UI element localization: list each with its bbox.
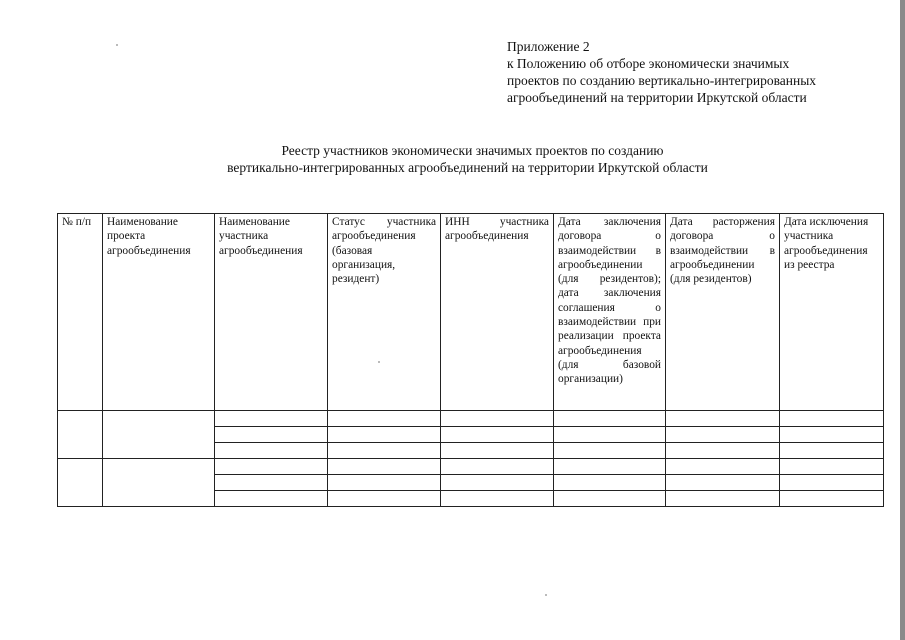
table-header-row [58,214,884,411]
table-cell [780,475,884,491]
table-cell [103,411,215,459]
table-cell [215,491,328,507]
scan-edge [900,0,905,640]
table-cell [328,491,441,507]
header-cell-number: № п/п [58,214,103,411]
table-cell [554,443,666,459]
scan-speck [545,594,547,596]
header-cell-contract-date: Дата заключения договора о взаимодействии в агрообъединении (для резидентов); дата заключения соглашения о взаимодействии при реализации проекта агрообъединения (для базовой организации) [554,214,666,411]
appendix-line: Приложение 2 [507,39,590,54]
table-cell [441,475,554,491]
table-cell [215,475,328,491]
table-cell [58,411,103,459]
registry-table [57,213,884,507]
scan-speck [378,361,380,363]
appendix-line: к Положению об отборе экономически значимых [507,56,790,71]
header-cell-termination-date: Дата расторжения договора о взаимодействии в агрообъединении (для резидентов) [666,214,780,411]
table-cell [554,459,666,475]
scan-speck [116,44,118,46]
document-title [0,142,905,176]
header-cell-exclusion-date: Дата исключения участника агрообъединения из реестра [780,214,884,411]
table-cell [103,459,215,507]
table-cell [441,411,554,427]
table-row [58,411,884,427]
header-cell-status: Статус участника агрообъединения (базовая организация, резидент) [328,214,441,411]
title-line-2: вертикально-интегрированных агрообъединений на территории Иркутской области [227,160,708,175]
table-cell [554,427,666,443]
title-line-1: Реестр участников экономически значимых проектов по созданию [281,143,664,158]
table-cell [215,459,328,475]
appendix-note [507,38,816,106]
table-cell [328,411,441,427]
appendix-line: агрообъединений на территории Иркутской области [507,90,807,105]
table-cell [328,427,441,443]
table-row [58,459,884,475]
table-cell [666,491,780,507]
table-cell [441,491,554,507]
table-cell [554,475,666,491]
table-cell [666,427,780,443]
table-cell [666,475,780,491]
table-cell [780,427,884,443]
header-cell-participant: Наименование участника агрообъединения [215,214,328,411]
table-cell [666,459,780,475]
appendix-line: проектов по созданию вертикально-интегрированных [507,73,817,88]
table-cell [215,443,328,459]
table-cell [328,475,441,491]
table-cell [328,459,441,475]
table-cell [780,411,884,427]
header-cell-inn: ИНН участника агрообъединения [441,214,554,411]
table-cell [328,443,441,459]
table-cell [554,491,666,507]
table-cell [666,411,780,427]
table-cell [666,443,780,459]
table-cell [215,427,328,443]
table-cell [441,443,554,459]
table-cell [780,491,884,507]
table-cell [780,443,884,459]
table-cell [58,459,103,507]
table-cell [780,459,884,475]
table-cell [554,411,666,427]
table-cell [441,427,554,443]
table-cell [215,411,328,427]
header-cell-project: Наименование проекта агрообъединения [103,214,215,411]
table-cell [441,459,554,475]
